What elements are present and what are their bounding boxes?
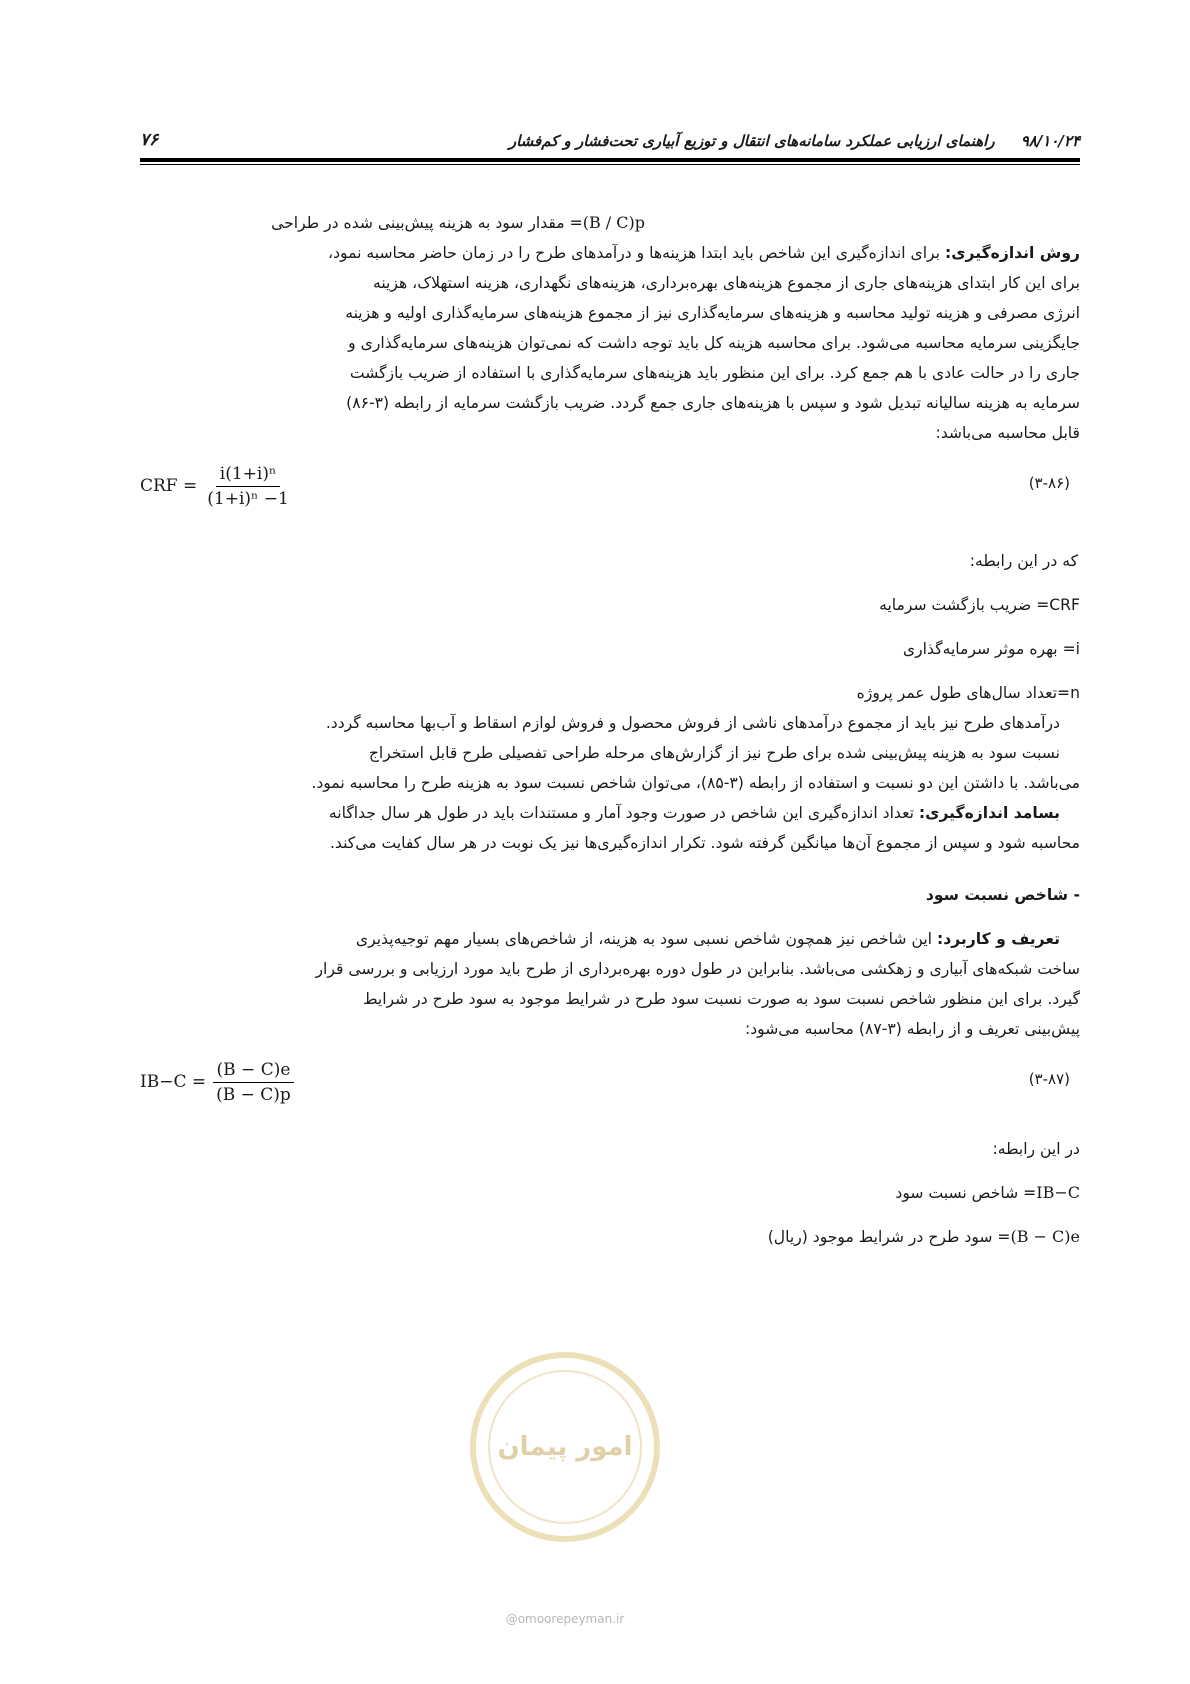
where-label-1: که در این رابطه: [969, 552, 1078, 570]
measure-method-line-1 [140, 238, 1080, 268]
definition-i: i= بهره موثر سرمایه‌گذاری [902, 640, 1080, 658]
watermark-site: @omoorepeyman.ir [505, 1612, 625, 1626]
measure-method-line-6: سرمایه به هزینه سالیانه تبدیل شود و سپس با هزینه‌های جاری جمع گردد. ضریب بازگشت سرمایه از رابطه (۳-۸۶) [346, 394, 1080, 412]
equation-86 [140, 448, 1080, 524]
definition-line-3: گیرد. برای این منظور شاخص نسبت سود به صورت نسبت سود طرح در شرایط موجود به سود طرح در شرایط [363, 990, 1080, 1008]
page-number: ۷۶ [140, 130, 159, 150]
equation-87-numerator: (B − C)e [213, 1060, 295, 1083]
frequency-text-1: تعداد اندازه‌گیری این شاخص در صورت وجود آمار و مستندات باید در طول هر سال جداگانه [328, 804, 914, 822]
measure-method-line-7: قابل محاسبه می‌باشد: [935, 424, 1080, 442]
page-header [140, 128, 1080, 154]
ratio-line-2: می‌باشد. با داشتن این دو نسبت و استفاده از رابطه (۳-۸۵)، می‌توان شاخص نسبت سود به هزینه طرح را محاسبه نمود. [311, 774, 1080, 792]
equation-87-lhs: IB−C = [140, 1072, 207, 1092]
header-rule-thin [140, 164, 1080, 165]
header-title [509, 132, 1080, 150]
definition-ibc [140, 1178, 1080, 1208]
equation-86-fraction [203, 464, 293, 509]
definition-bc-predicted [140, 208, 1080, 238]
watermark-seal [470, 1352, 660, 1542]
income-line: درآمدهای طرح نیز باید از مجموع درآمدهای ناشی از فروش محصول و فروش لوازم اسقاط و آب‌بها محاسبه گردد. [325, 714, 1060, 732]
ratio-line-1: نسبت سود به هزینه پیش‌بینی شده برای طرح نیز از گزارش‌های مرحله طراحی تفصیلی طرح قابل استخراج [368, 744, 1060, 762]
frequency-line-1 [140, 798, 1080, 828]
equation-86-number: (۳-۸۶) [1028, 474, 1070, 492]
equation-86-formula [140, 448, 293, 524]
measure-method-line-3: انرژی مصرفی و هزینه تولید محاسبه و هزینه‌های سرمایه‌گذاری نیز از مجموع هزینه‌های سرمایه‌گذاری اولیه و هزینه [345, 304, 1080, 322]
frequency-line-2: محاسبه شود و سپس از مجموع آن‌ها میانگین گرفته شود. تکرار اندازه‌گیری‌ها نیز یک نوبت در هر سال کفایت می‌کند. [329, 834, 1080, 852]
bce-symbol: (B − C)e [1010, 1227, 1080, 1246]
measure-method-text-1: برای اندازه‌گیری این شاخص باید ابتدا هزینه‌ها و درآمدهای طرح را در زمان حاضر محاسبه نمود، [328, 244, 941, 262]
equation-86-denominator: (1+i)ⁿ −1 [207, 488, 289, 509]
equation-87-number: (۳-۸۷) [1028, 1070, 1070, 1088]
measure-method-line-5: جاری را در حالت عادی با هم جمع کرد. برای این منظور باید هزینه‌های سرمایه‌گذاری با استفاده از ضریب بازگشت [349, 364, 1080, 382]
section-heading: - شاخص نسبت سود [925, 886, 1080, 904]
definition-line-4: پیش‌بینی تعریف و از رابطه (۳-۸۷) محاسبه می‌شود: [744, 1020, 1080, 1038]
header-date: ۹۸/۱۰/۲۴ [1020, 132, 1080, 150]
ibc-symbol: IB−C [1036, 1183, 1080, 1202]
definition-label: تعریف و کاربرد: [936, 930, 1060, 948]
where-label-2: در این رابطه: [992, 1140, 1080, 1158]
bc-predicted-symbol: (B / C)p [582, 213, 645, 232]
equation-86-numerator: i(1+i)ⁿ [216, 464, 281, 487]
ibc-text: = شاخص نسبت سود [895, 1184, 1037, 1202]
watermark-inner-ring [488, 1370, 642, 1524]
definition-n: n=تعداد سال‌های طول عمر پروژه [856, 684, 1080, 702]
measure-method-line-4: جایگزینی سرمایه محاسبه می‌شود. برای محاسبه هزینه کل باید توجه داشت که نمی‌توان هزینه‌های سرمایه‌گذاری و [348, 334, 1080, 352]
bc-predicted-text: = مقدار سود به هزینه پیش‌بینی شده در طراحی [271, 214, 583, 232]
definition-bce [140, 1222, 1080, 1252]
frequency-label: بسامد اندازه‌گیری: [918, 804, 1060, 822]
measure-method-label: روش اندازه‌گیری: [944, 244, 1080, 262]
header-title-text: راهنمای ارزیابی عملکرد سامانه‌های انتقال و توزیع آبیاری تحت‌فشار و کم‌فشار [508, 132, 995, 150]
bce-text: = سود طرح در شرایط موجود (ریال) [767, 1228, 1011, 1246]
equation-87 [140, 1044, 1080, 1120]
definition-line-1 [140, 924, 1080, 954]
watermark-text: امور پیمان [497, 1432, 633, 1462]
equation-86-lhs: CRF = [140, 476, 198, 496]
equation-87-denominator: (B − C)p [216, 1084, 291, 1105]
page-content [140, 208, 1080, 1252]
definition-crf: CRF= ضریب بازگشت سرمایه [879, 596, 1080, 614]
header-rule-thick [140, 158, 1080, 162]
measure-method-line-2: برای این کار ابتدای هزینه‌های جاری از مجموع هزینه‌های بهره‌برداری، هزینه‌های نگهداری، هزینه استهلاک، هزینه [372, 274, 1080, 292]
definition-text-1: این شاخص نیز همچون شاخص نسبی سود به هزینه، از شاخص‌های بسیار مهم توجیه‌پذیری [355, 930, 932, 948]
equation-87-formula [140, 1044, 295, 1120]
definition-line-2: ساخت شبکه‌های آبیاری و زهکشی می‌باشد. بنابراین در طول دوره بهره‌برداری از طرح باید مورد ارزیابی و بررسی قرار [315, 960, 1080, 978]
equation-87-fraction [212, 1060, 295, 1105]
